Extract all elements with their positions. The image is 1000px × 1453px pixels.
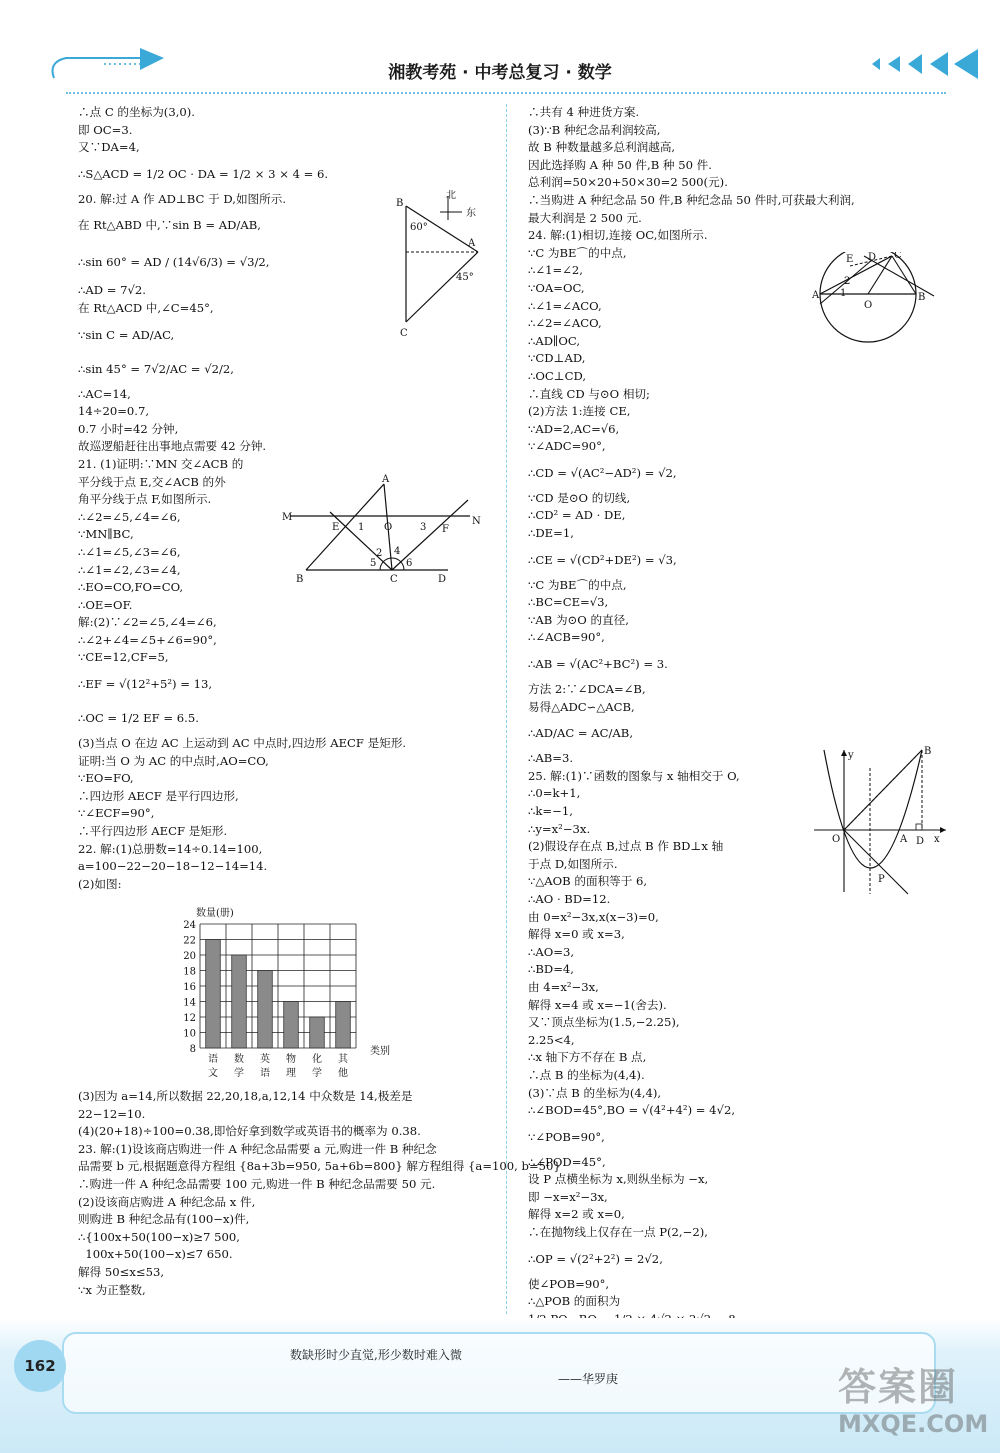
text-line: 故 B 种数量越多总利润越高, bbox=[528, 140, 676, 155]
text-line: ∵OA=OC, bbox=[528, 280, 585, 295]
fig25-label: D bbox=[916, 836, 925, 847]
text-line: ∵C 为BE⌒的中点, bbox=[528, 245, 627, 260]
text-line: 故巡逻船赶往出事地点需要 42 分钟. bbox=[78, 439, 267, 454]
text-line: ∴{100x+50(100−x)≥7 500, bbox=[78, 1229, 240, 1244]
text-line: 0.7 小时=42 分钟, bbox=[78, 421, 179, 436]
text-line: ∵∠POB=90°, bbox=[528, 1129, 605, 1144]
y-axis-label: 数量(册) bbox=[196, 908, 234, 919]
fig21-label: 3 bbox=[420, 522, 427, 533]
fig25-label: O bbox=[832, 834, 841, 845]
y-tick-label: 22 bbox=[183, 935, 196, 947]
text-line: (3)因为 a=14,所以数据 22,20,18,a,12,14 中众数是 14,极差是 bbox=[78, 1089, 413, 1103]
header-right-triangles-icon bbox=[858, 48, 988, 82]
text-line: 解得 x=2 或 x=0, bbox=[528, 1207, 625, 1222]
fig21-label: O bbox=[384, 522, 393, 533]
text-line: ∵CD⊥AD, bbox=[528, 351, 586, 366]
y-tick-label: 20 bbox=[183, 951, 196, 962]
text-line: ∵CE=12,CF=5, bbox=[78, 650, 169, 665]
fig20-label: C bbox=[400, 328, 408, 339]
figure-21-diagram bbox=[280, 472, 490, 584]
text-line: (2)方法 1:连接 CE, bbox=[528, 404, 631, 419]
fig24-label: O bbox=[864, 300, 873, 311]
x-tick-label: 文 bbox=[208, 1068, 218, 1079]
text-line: ∵sin C = AD/AC, bbox=[78, 327, 175, 342]
bar bbox=[336, 1002, 351, 1049]
text-line: ∴∠POD=45°, bbox=[528, 1154, 606, 1169]
text-line: (4)(20+18)÷100=0.38,即恰好拿到数学或英语书的概率为 0.38. bbox=[78, 1124, 421, 1139]
text-line: 22−12=10. bbox=[78, 1106, 146, 1121]
fig21-label: C bbox=[390, 574, 398, 584]
text-line: 易得△ADC∽△ACB, bbox=[528, 699, 635, 714]
text-line: ∴AO · BD=12. bbox=[528, 891, 611, 906]
fig25-label: x bbox=[934, 834, 940, 845]
text-line: ∴∠2+∠4=∠5+∠6=90°, bbox=[78, 632, 217, 647]
text-line: 又∵顶点坐标为(1.5,−2.25), bbox=[528, 1015, 680, 1030]
text-line: 证明:当 O 为 AC 的中点时,AO=CO, bbox=[78, 753, 269, 768]
text-line: ∴sin 45° = 7√2/AC = √2/2, bbox=[78, 361, 234, 376]
text-line: 由 4=x²−3x, bbox=[528, 979, 599, 994]
text-line: 解:(2)∵∠2=∠5,∠4=∠6, bbox=[78, 615, 217, 630]
page-title: 湘教考苑 · 中考总复习 · 数学 bbox=[388, 63, 612, 83]
text-line: ∵x 为正整数, bbox=[78, 1282, 146, 1297]
text-line: (3)当点 O 在边 AC 上运动到 AC 中点时,四边形 AECF 是矩形. bbox=[78, 736, 407, 751]
text-line: ∵△AOB 的面积等于 6, bbox=[528, 874, 648, 889]
x-tick-label: 理 bbox=[286, 1068, 296, 1079]
text-line: ∴∠1=∠2,∠3=∠4, bbox=[78, 562, 181, 577]
text-line: ∵EO=FO, bbox=[78, 771, 134, 786]
fig21-label: A bbox=[382, 474, 390, 485]
page-number: 162 bbox=[14, 1340, 66, 1392]
text-line: 又∵DA=4, bbox=[78, 140, 140, 155]
text-line: (2)如图: bbox=[78, 876, 122, 891]
page-header bbox=[0, 0, 1000, 100]
text-line: ∴△POB 的面积为 bbox=[528, 1294, 621, 1309]
text-line: 因此选择购 A 种 50 件,B 种 50 件. bbox=[528, 157, 712, 172]
text-line: 于点 D,如图所示. bbox=[528, 856, 618, 871]
x-tick-label: 物 bbox=[286, 1054, 296, 1065]
text-line: ∴∠BOD=45°,BO = √(4²+4²) = 4√2, bbox=[528, 1103, 736, 1118]
figure-24-circle-diagram bbox=[812, 252, 952, 362]
fig20-label: 北 bbox=[446, 190, 456, 201]
text-line: ∴EF = √(12²+5²) = 13, bbox=[78, 677, 213, 692]
text-line: 24. 解:(1)相切,连接 OC,如图所示. bbox=[528, 228, 708, 243]
text-line: 设 P 点横坐标为 x,则纵坐标为 −x, bbox=[528, 1172, 709, 1187]
figure-25-parabola-diagram bbox=[810, 746, 950, 896]
text-line: 在 Rt△ACD 中,∠C=45°, bbox=[78, 300, 214, 315]
fig21-label: 6 bbox=[406, 558, 413, 569]
text-line: ∴∠2=∠ACO, bbox=[528, 316, 602, 331]
text-line: ∴购进一件 A 种纪念品需要 100 元,购进一件 B 种纪念品需要 50 元. bbox=[78, 1176, 436, 1191]
text-line: ∵AB 为⊙O 的直径, bbox=[528, 612, 629, 627]
text-line: 即 OC=3. bbox=[78, 122, 133, 137]
page-footer bbox=[0, 1318, 1000, 1453]
text-line: ∵MN∥BC, bbox=[78, 527, 134, 542]
x-tick-label: 化 bbox=[312, 1054, 322, 1065]
text-line: ∴∠1=∠2, bbox=[528, 263, 583, 278]
text-line: ∴OE=OF. bbox=[78, 597, 133, 612]
fig21-label: B bbox=[296, 574, 304, 584]
text-line: 14÷20=0.7, bbox=[78, 404, 150, 419]
text-line: ∴AD = 7√2. bbox=[78, 283, 146, 298]
x-tick-label: 他 bbox=[338, 1068, 348, 1079]
bar bbox=[232, 955, 247, 1048]
figure-22-bar-chart bbox=[160, 900, 410, 1090]
watermark-logo: 答案圈 bbox=[838, 1365, 959, 1409]
x-tick-label: 学 bbox=[312, 1068, 322, 1079]
text-line: ∴点 B 的坐标为(4,4). bbox=[528, 1067, 645, 1082]
fig20-label: 东 bbox=[466, 208, 476, 219]
text-line: ∴sin 60° = AD / (14√6/3) = √3/2, bbox=[78, 255, 270, 270]
text-line: 解得 50≤x≤53, bbox=[78, 1264, 165, 1279]
text-line: 解得 x=4 或 x=−1(舍去). bbox=[528, 997, 667, 1012]
fig25-label: y bbox=[848, 750, 854, 761]
fig20-label: 45° bbox=[456, 272, 474, 283]
text-line: ∴平行四边形 AECF 是矩形. bbox=[78, 824, 228, 839]
text-line: (2)假设存在点 B,过点 B 作 BD⊥x 轴 bbox=[528, 839, 724, 854]
fig21-label: E bbox=[332, 522, 340, 533]
figure-20-diagram bbox=[392, 190, 492, 340]
text-line: ∴AO=3, bbox=[528, 944, 575, 959]
text-line: ∴∠1=∠5,∠3=∠6, bbox=[78, 544, 181, 559]
fig24-label: A bbox=[812, 290, 820, 301]
text-line: ∴四边形 AECF 是平行四边形, bbox=[78, 788, 239, 803]
text-line: ∴∠2=∠5,∠4=∠6, bbox=[78, 509, 181, 524]
y-tick-label: 8 bbox=[189, 1044, 196, 1055]
text-line: ∴AD∥OC, bbox=[528, 333, 581, 348]
text-line: ∴AD/AC = AC/AB, bbox=[528, 726, 634, 741]
fig20-label: A bbox=[468, 238, 476, 249]
text-line: 品需要 b 元,根据题意得方程组 {8a+3b=950, 5a+6b=800} 解方程组得 {a=100, b=50} bbox=[78, 1159, 561, 1174]
text-line: 最大利润是 2 500 元. bbox=[528, 210, 642, 225]
x-tick-label: 学 bbox=[234, 1068, 244, 1079]
text-line: 平分线于点 E,交∠ACB 的外 bbox=[78, 474, 226, 489]
text-line: 25. 解:(1)∵函数的图象与 x 轴相交于 O, bbox=[528, 768, 740, 783]
fig21-label: M bbox=[282, 512, 293, 523]
text-line: 总利润=50×20+50×30=2 500(元). bbox=[528, 175, 728, 190]
text-line: 2.25<4, bbox=[528, 1032, 575, 1047]
bar bbox=[310, 1017, 325, 1048]
text-line: (2)设该商店购进 A 种纪念品 x 件, bbox=[78, 1194, 256, 1209]
fig21-label: N bbox=[472, 516, 481, 527]
fig25-label: B bbox=[924, 746, 932, 757]
y-tick-label: 18 bbox=[183, 966, 196, 978]
fig24-label: 1 bbox=[840, 288, 847, 299]
text-line: 解得 x=0 或 x=3, bbox=[528, 927, 625, 942]
text-line: ∴S△ACD = 1/2 OC · DA = 1/2 × 3 × 4 = 6. bbox=[78, 166, 329, 181]
text-line: ∴直线 CD 与⊙O 相切; bbox=[528, 386, 650, 401]
text-line: ∴AB=3. bbox=[528, 751, 574, 766]
y-tick-label: 24 bbox=[183, 920, 196, 931]
text-line: ∴AC=14, bbox=[78, 386, 131, 401]
text-line: 100x+50(100−x)≤7 650. bbox=[78, 1247, 233, 1262]
y-tick-label: 14 bbox=[183, 997, 196, 1009]
x-tick-label: 英 bbox=[260, 1054, 270, 1065]
text-line: ∴BD=4, bbox=[528, 962, 574, 977]
text-line: 角平分线于点 F,如图所示. bbox=[78, 492, 212, 507]
bar bbox=[284, 1002, 299, 1049]
text-line: ∵CD 是⊙O 的切线, bbox=[528, 490, 631, 505]
x-tick-label: 语 bbox=[208, 1054, 218, 1065]
text-line: ∵∠ECF=90°, bbox=[78, 806, 155, 821]
text-line: 21. (1)证明:∵MN 交∠ACB 的 bbox=[78, 456, 244, 471]
x-axis-label: 类别 bbox=[370, 1046, 390, 1057]
fig20-label: B bbox=[396, 198, 404, 209]
text-line: ∴∠1=∠ACO, bbox=[528, 298, 602, 313]
text-line: 20. 解:过 A 作 AD⊥BC 于 D,如图所示. bbox=[78, 191, 287, 206]
text-line: ∴在抛物线上仅存在一点 P(2,−2), bbox=[528, 1225, 708, 1240]
fig25-label: A bbox=[900, 834, 908, 845]
y-tick-label: 16 bbox=[183, 982, 196, 993]
fig24-label: D bbox=[868, 252, 877, 263]
fig24-label: C bbox=[894, 252, 902, 261]
text-line: 22. 解:(1)总册数=14÷0.14=100, bbox=[78, 841, 263, 856]
text-line: (3)∵B 种纪念品利润较高, bbox=[528, 122, 661, 137]
text-line: ∴y=x²−3x. bbox=[528, 821, 591, 836]
text-line: ∴∠ACB=90°, bbox=[528, 630, 605, 645]
fig21-label: 4 bbox=[394, 546, 401, 557]
fig21-label: 5 bbox=[370, 558, 377, 569]
text-line: ∴BC=CE=√3, bbox=[528, 595, 609, 610]
footer-author: ——华罗庚 bbox=[558, 1372, 619, 1386]
text-line: ∵AD=2,AC=√6, bbox=[528, 421, 620, 436]
text-line: 由 0=x²−3x,x(x−3)=0, bbox=[528, 909, 659, 924]
text-line: ∴AB = √(AC²+BC²) = 3. bbox=[528, 657, 668, 672]
text-line: ∴EO=CO,FO=CO, bbox=[78, 580, 184, 595]
text-line: ∴OC = 1/2 EF = 6.5. bbox=[78, 711, 199, 726]
fig24-label: E bbox=[846, 254, 854, 265]
x-tick-label: 其 bbox=[338, 1054, 348, 1065]
text-line: 在 Rt△ABD 中,∵sin B = AD/AB, bbox=[78, 218, 261, 233]
fig20-label: 60° bbox=[410, 222, 428, 233]
text-line: ∴CE = √(CD²+DE²) = √3, bbox=[528, 552, 677, 567]
left-column-lower bbox=[78, 1088, 561, 1299]
header-rule bbox=[66, 92, 946, 94]
y-tick-label: 12 bbox=[183, 1013, 196, 1024]
text-line: ∴DE=1, bbox=[528, 526, 574, 541]
text-line: 方法 2:∵∠DCA=∠B, bbox=[528, 682, 646, 697]
text-line: (3)∵点 B 的坐标为(4,4), bbox=[528, 1085, 662, 1100]
bar bbox=[258, 971, 273, 1049]
text-line: ∴点 C 的坐标为(3,0). bbox=[78, 105, 195, 119]
x-tick-label: 语 bbox=[260, 1068, 270, 1079]
text-line: 则购进 B 种纪念品有(100−x)件, bbox=[78, 1212, 250, 1227]
text-line: 使∠POB=90°, bbox=[528, 1276, 610, 1291]
text-line: ∴CD² = AD · DE, bbox=[528, 508, 626, 523]
text-line: ∵∠ADC=90°, bbox=[528, 439, 606, 454]
text-line: ∴OC⊥CD, bbox=[528, 368, 587, 383]
text-line: ∴x 轴下方不存在 B 点, bbox=[528, 1050, 647, 1065]
fig25-label: P bbox=[878, 874, 885, 885]
text-line: ∵C 为BE⌒的中点, bbox=[528, 577, 627, 592]
text-line: ∴0=k+1, bbox=[528, 786, 581, 801]
fig21-label: D bbox=[438, 574, 447, 584]
watermark-url: MXQE.COM bbox=[838, 1410, 989, 1438]
x-tick-label: 数 bbox=[234, 1054, 244, 1065]
fig21-label: F bbox=[442, 524, 449, 535]
fig24-label: B bbox=[918, 292, 926, 303]
text-line: ∴共有 4 种进货方案. bbox=[528, 105, 640, 119]
text-line: ∴OP = √(2²+2²) = 2√2, bbox=[528, 1251, 663, 1266]
text-line: 即 −x=x²−3x, bbox=[528, 1189, 608, 1204]
text-line: ∴CD = √(AC²−AD²) = √2, bbox=[528, 465, 677, 480]
fig21-label: 2 bbox=[376, 548, 383, 559]
footer-card bbox=[62, 1332, 936, 1414]
fig21-label: 1 bbox=[358, 522, 365, 533]
fig24-label: 2 bbox=[844, 276, 851, 287]
bar bbox=[206, 940, 221, 1049]
text-line: ∴当购进 A 种纪念品 50 件,B 种纪念品 50 件时,可获最大利润, bbox=[528, 192, 855, 207]
column-divider bbox=[506, 104, 507, 1314]
footer-quote: 数缺形时少直觉,形少数时难入微 bbox=[290, 1348, 462, 1362]
text-line: ∴k=−1, bbox=[528, 804, 573, 818]
text-line: 23. 解:(1)设该商店购进一件 A 种纪念品需要 a 元,购进一件 B 种纪念 bbox=[78, 1141, 437, 1156]
y-tick-label: 10 bbox=[183, 1028, 196, 1040]
text-line: a=100−22−20−18−12−14=14. bbox=[78, 859, 268, 874]
